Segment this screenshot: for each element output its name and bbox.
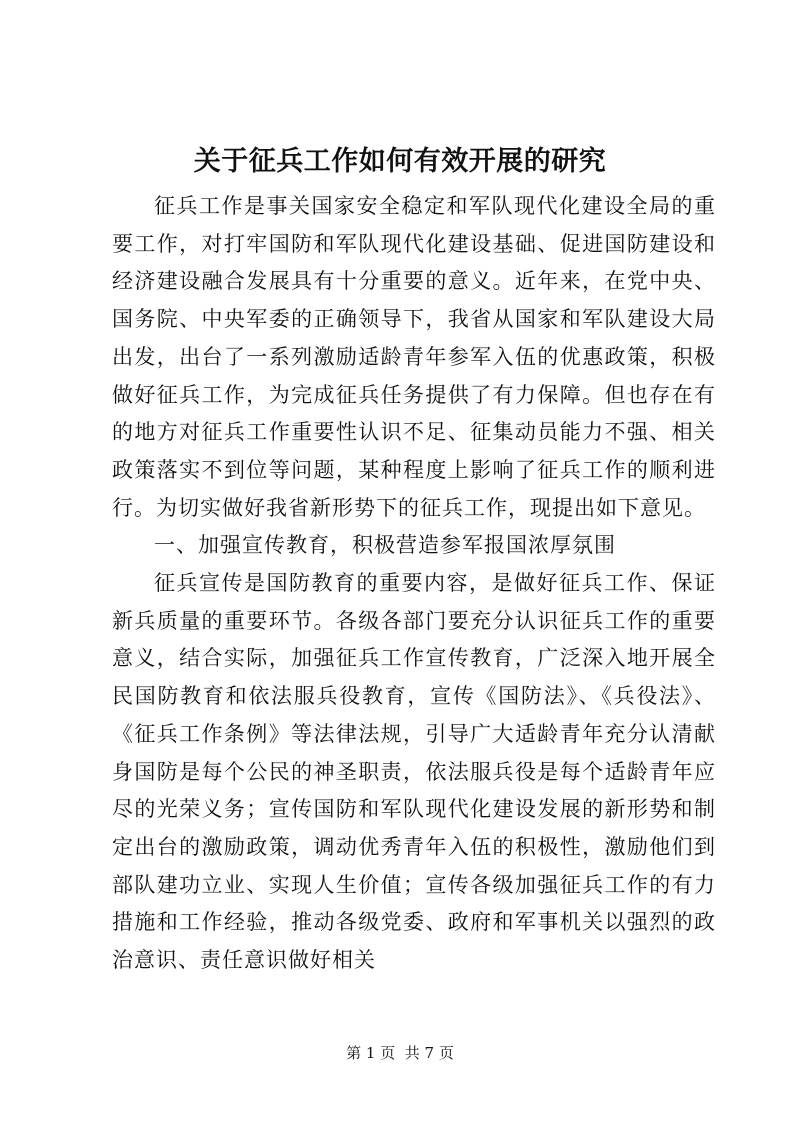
page-number-label: 第 1 页 共 7 页 bbox=[346, 1044, 454, 1062]
page-footer bbox=[0, 1043, 800, 1063]
document-title: 关于征兵工作如何有效开展的研究 bbox=[193, 146, 607, 177]
document-body bbox=[112, 188, 716, 980]
intro-paragraph: 征兵工作是事关国家安全稳定和军队现代化建设全局的重要工作，对打牢国防和军队现代化建设基础、促进国防建设和经济建设融合发展具有十分重要的意义。近年来，在党中央、国务院、中央军委的正确领导下，我省从国家和军队建设大局出发，出台了一系列激励适龄青年参军入伍的优惠政策，积极做好征兵工作，为完成征兵任务提供了有力保障。但也存在有的地方对征兵工作重要性认识不足、征集动员能力不强、相关政策落实不到位等问题，某种程度上影响了征兵工作的顺利进行。为切实做好我省新形势下的征兵工作，现提出如下意见。 bbox=[112, 194, 716, 520]
section-heading-1: 一、加强宣传教育，积极营造参军报国浓厚氛围 bbox=[154, 533, 616, 558]
section-1-paragraph: 征兵宣传是国防教育的重要内容，是做好征兵工作、保证新兵质量的重要环节。各级各部门要充分认识征兵工作的重要意义，结合实际，加强征兵工作宣传教育，广泛深入地开展全民国防教育和依法服兵役教育，宣传《国防法》、《兵役法》、《征兵工作条例》等法律法规，引导广大适龄青年充分认清献身国防是每个公民的神圣职责，依法服兵役是每个适龄青年应尽的光荣义务；宣传国防和军队现代化建设发展的新形势和制定出台的激励政策，调动优秀青年入伍的积极性，激励他们到部队建功立业、实现人生价值；宣传各级加强征兵工作的有力措施和工作经验，推动各级党委、政府和军事机关以强烈的政治意识、责任意识做好相关 bbox=[112, 571, 716, 973]
